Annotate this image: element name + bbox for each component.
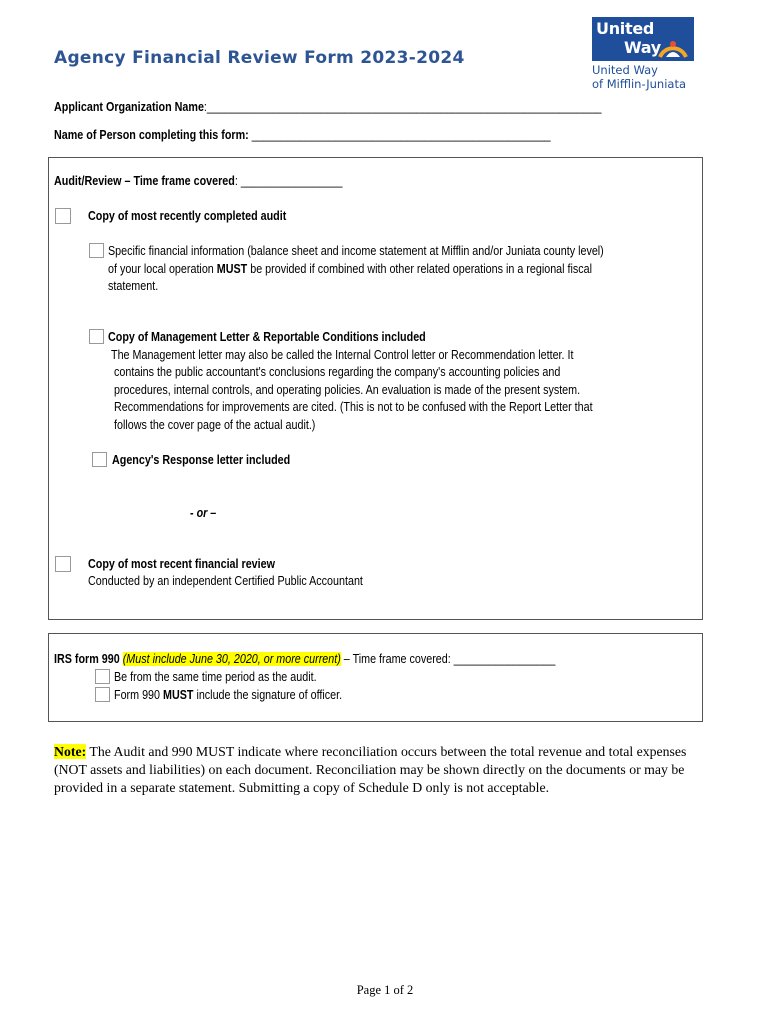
org-name-label: Applicant Organization Name — [54, 100, 204, 114]
signature-label: Form 990 MUST include the signature of officer. — [114, 688, 343, 702]
same-period-checkbox[interactable] — [95, 669, 110, 684]
logo-subtitle: United Way of Mifflin-Juniata — [592, 63, 687, 91]
note-text: The Audit and 990 MUST indicate where reconciliation occurs between the total revenue and total expenses (NOT assets and liabilities) on each document. Reconciliation may be shown directly on the documents or may be provided in a separate statement. Submitting a copy of Schedule D only is not acceptable. — [54, 744, 687, 795]
irs-990-label: IRS form 990 — [54, 652, 120, 666]
response-letter-checkbox[interactable] — [92, 452, 107, 467]
audit-label: Copy of most recently completed audit — [88, 209, 287, 223]
management-letter-desc-1: The Management letter may also be called the Internal Control letter or Recommendation letter. It — [111, 348, 574, 362]
specific-financial-text-2: of your local operation MUST be provided if combined with other related operations in a regional fiscal — [108, 262, 593, 276]
management-letter-desc-5: follows the cover page of the actual audit.) — [114, 418, 316, 432]
signature-checkbox[interactable] — [95, 687, 110, 702]
helping-hand-icon — [656, 35, 690, 59]
person-name-line[interactable]: __________________________________________________ — [251, 128, 551, 142]
irs-990-highlight: (Must include June 30, 2020, or more current) — [122, 652, 341, 666]
note-label: Note: — [54, 744, 87, 759]
audit-timeframe-field[interactable]: Audit/Review – Time frame covered: _________________ — [54, 174, 343, 188]
page-title: Agency Financial Review Form 2023-2024 — [54, 48, 465, 68]
management-letter-checkbox[interactable] — [89, 329, 104, 344]
logo-word-way: Way — [624, 38, 661, 57]
management-letter-desc-4: Recommendations for improvements are cited. (This is not to be confused with the Report Letter that — [114, 400, 593, 414]
audit-timeframe-line[interactable]: _________________ — [240, 174, 343, 188]
financial-review-desc: Conducted by an independent Certified Public Accountant — [88, 574, 363, 588]
irs-990-field[interactable]: IRS form 990 (Must include June 30, 2020, or more current) – Time frame covered: _________________ — [54, 652, 556, 666]
logo-word-united: United — [596, 19, 655, 38]
management-letter-desc-2: contains the public accountant's conclusions regarding the company's accounting policies and — [114, 365, 561, 379]
management-letter-label: Copy of Management Letter & Reportable Conditions included — [108, 330, 426, 344]
person-name-field[interactable] — [54, 128, 551, 142]
specific-financial-text: Specific financial information (balance sheet and income statement at Mifflin and/or Juniata county level) — [108, 244, 604, 258]
financial-review-label: Copy of most recent financial review — [88, 557, 275, 571]
irs-990-timeframe-line[interactable]: _________________ — [453, 652, 556, 666]
financial-review-checkbox[interactable] — [55, 556, 71, 572]
or-separator: - or – — [190, 506, 217, 520]
reconciliation-note — [54, 743, 704, 797]
specific-financial-text-3: statement. — [108, 279, 159, 293]
same-period-label: Be from the same time period as the audit. — [114, 670, 317, 684]
response-letter-label: Agency's Response letter included — [112, 453, 291, 467]
specific-financial-checkbox[interactable] — [89, 243, 104, 258]
management-letter-desc-3: procedures, internal controls, and operating policies. An evaluation is made of the present system. — [114, 383, 581, 397]
page-number: Page 1 of 2 — [356, 983, 414, 997]
audit-checkbox[interactable] — [55, 208, 71, 224]
org-name-field[interactable]: Applicant Organization Name:__________________________________________________________________ — [54, 100, 602, 114]
logo-box — [592, 17, 694, 61]
org-name-line[interactable]: __________________________________________________________________ — [206, 100, 602, 114]
person-name-label: Name of Person completing this form: — [54, 128, 249, 142]
